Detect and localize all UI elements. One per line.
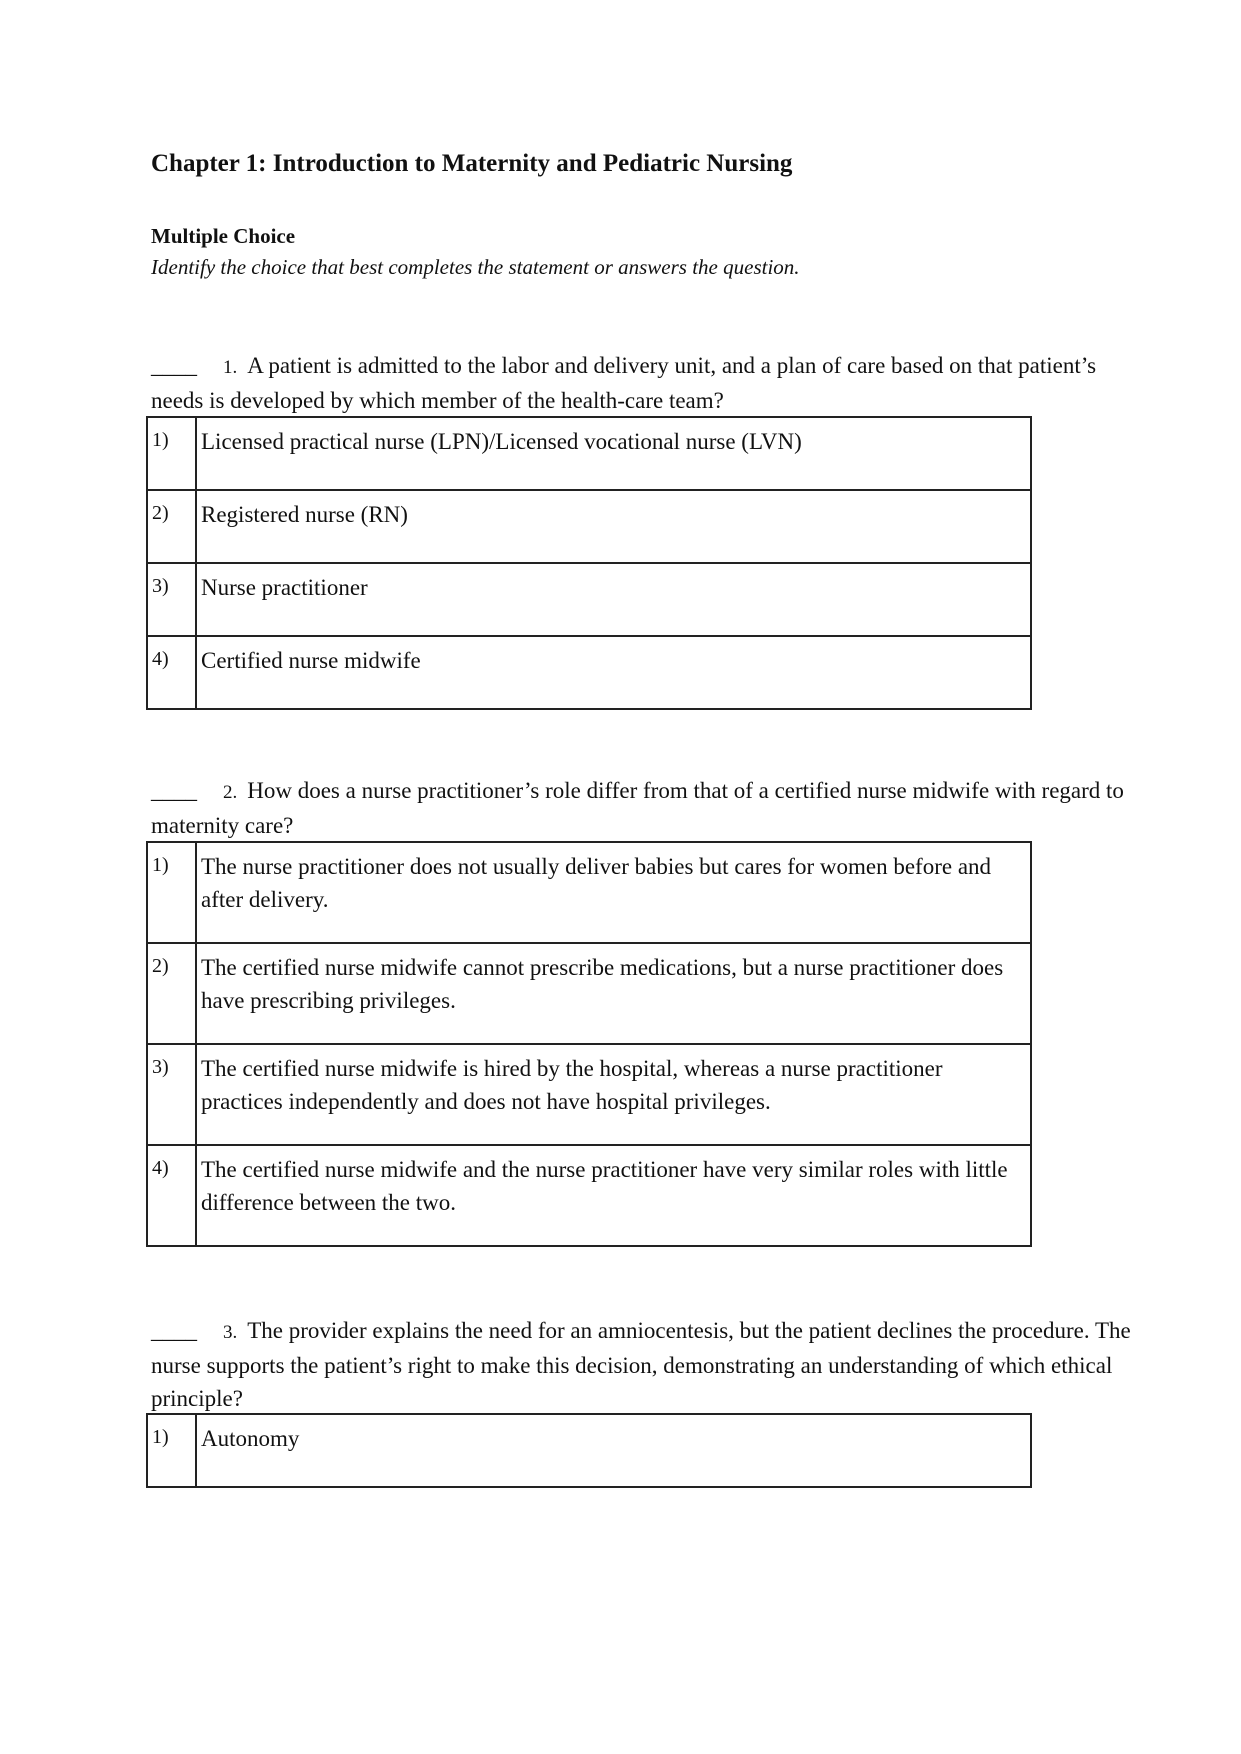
question-number: 1. <box>223 357 238 378</box>
question-stem <box>151 1314 1131 1415</box>
question-3 <box>151 1314 1131 1451</box>
choice-row[interactable] <box>147 563 1031 636</box>
choice-number: 2) <box>147 943 196 1044</box>
choice-number: 1) <box>147 417 196 490</box>
instructions-text: Identify the choice that best completes the statement or answers the question. <box>151 255 800 279</box>
question-text: How does a nurse practitioner’s role differ from that of a certified nurse midwife with regard to maternity care? <box>151 778 1124 838</box>
choice-text: Nurse practitioner <box>196 563 1031 636</box>
choice-number: 1) <box>147 842 196 943</box>
question-number: 3. <box>223 1322 238 1343</box>
choice-row[interactable] <box>147 943 1031 1044</box>
question-2 <box>151 774 1131 1215</box>
question-stem <box>151 774 1131 842</box>
choice-text: Licensed practical nurse (LPN)/Licensed vocational nurse (LVN) <box>196 417 1031 490</box>
choice-row[interactable] <box>147 417 1031 490</box>
choice-text: The certified nurse midwife is hired by the hospital, whereas a nurse practitioner practices independently and does not have hospital privileges. <box>196 1044 1031 1145</box>
chapter-title: Chapter 1: Introduction to Maternity and Pediatric Nursing <box>151 150 793 177</box>
choice-number: 2) <box>147 490 196 563</box>
choice-row[interactable] <box>147 1414 1031 1487</box>
choice-row[interactable] <box>147 1044 1031 1145</box>
choice-row[interactable] <box>147 1145 1031 1246</box>
question-1 <box>151 349 1131 673</box>
answer-blank[interactable]: ____ <box>151 1318 197 1343</box>
choice-text: Autonomy <box>196 1414 1031 1487</box>
choice-table <box>146 1413 1032 1488</box>
choice-number: 3) <box>147 1044 196 1145</box>
choice-table <box>146 416 1032 710</box>
choice-row[interactable] <box>147 842 1031 943</box>
choice-text: The nurse practitioner does not usually deliver babies but cares for women before and after delivery. <box>196 842 1031 943</box>
choice-number: 4) <box>147 1145 196 1246</box>
answer-blank[interactable]: ____ <box>151 353 197 378</box>
choice-number: 1) <box>147 1414 196 1487</box>
choice-number: 3) <box>147 563 196 636</box>
choice-text: Registered nurse (RN) <box>196 490 1031 563</box>
choice-number: 4) <box>147 636 196 709</box>
question-text: A patient is admitted to the labor and delivery unit, and a plan of care based on that patient’s needs is developed by which member of the health-care team? <box>151 353 1097 413</box>
question-number: 2. <box>223 782 238 803</box>
answer-blank[interactable]: ____ <box>151 778 197 803</box>
choice-table <box>146 841 1032 1247</box>
choice-row[interactable] <box>147 636 1031 709</box>
choice-row[interactable] <box>147 490 1031 563</box>
choice-text: The certified nurse midwife and the nurse practitioner have very similar roles with little difference between the two. <box>196 1145 1031 1246</box>
choice-text: The certified nurse midwife cannot prescribe medications, but a nurse practitioner does have prescribing privileges. <box>196 943 1031 1044</box>
question-text: The provider explains the need for an amniocentesis, but the patient declines the procedure. The nurse supports the patient’s right to make this decision, demonstrating an understanding of which ethical principle? <box>151 1318 1131 1411</box>
choice-text: Certified nurse midwife <box>196 636 1031 709</box>
section-heading: Multiple Choice <box>151 224 296 248</box>
question-stem <box>151 349 1131 417</box>
